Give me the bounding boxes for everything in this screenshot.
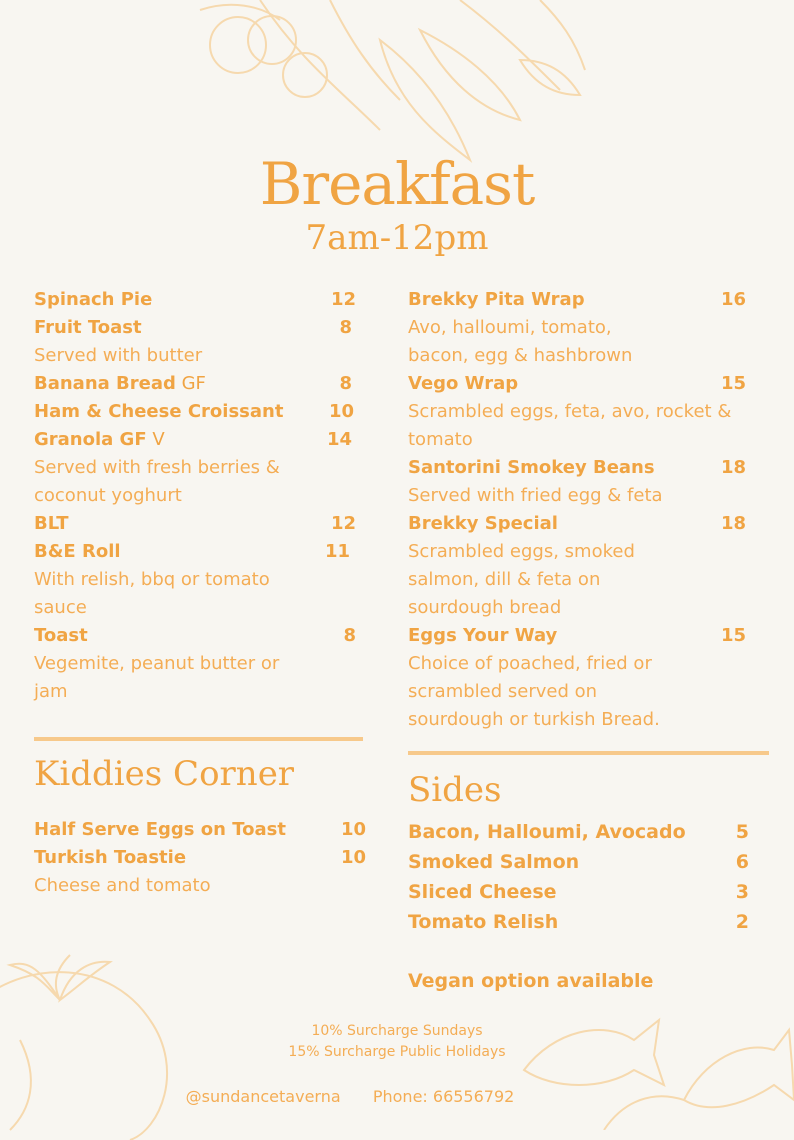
item-description: With relish, bbq or tomato sauce [34,569,270,618]
item-price: 8 [343,625,356,646]
contact-line [0,1087,700,1106]
menu-item [34,370,356,398]
item-price: 11 [324,541,350,562]
item-description: Cheese and tomato [34,875,211,896]
menu-item [408,817,749,847]
menu-item [34,816,366,844]
item-price: 5 [735,821,749,843]
item-description: Avo, halloumi, tomato, bacon, egg & hashbrown [408,317,633,366]
item-description: Served with fresh berries & coconut yoghurt [34,457,280,506]
item-name: Smoked Salmon [408,851,580,873]
menu-item [408,454,746,482]
kiddies-list [34,816,366,900]
item-name: Bacon, Halloumi, Avocado [408,821,686,843]
menu-item [34,538,356,566]
menu-item [34,398,356,426]
phone-number: Phone: 66556792 [372,1087,515,1106]
item-price: 2 [735,911,749,933]
item-name: Santorini Smokey Beans [408,457,655,478]
menu-item [34,844,366,872]
item-description: Served with butter [34,345,203,366]
menu-item [408,877,749,907]
sides-heading: Sides [408,770,502,810]
item-name: Granola GF [34,429,147,450]
menu-item [408,286,746,314]
surcharge-line: 15% Surcharge Public Holidays [288,1044,506,1060]
item-name: Brekky Pita Wrap [408,289,585,310]
item-description: Served with fried egg & feta [408,485,663,506]
menu-item [408,370,746,398]
breakfast-right-column [408,286,746,734]
item-price: 3 [735,881,749,903]
item-name: Spinach Pie [34,289,153,310]
menu-item [34,314,356,342]
item-description: Scrambled eggs, smoked salmon, dill & feta on sourdough bread [408,541,635,618]
item-price: 15 [720,373,746,394]
item-name: Tomato Relish [408,911,559,933]
menu-hours: 7am-12pm [305,218,489,258]
item-price: 15 [720,625,746,646]
menu-item [34,286,356,314]
item-name: Brekky Special [408,513,558,534]
item-name: Turkish Toastie [34,847,187,868]
item-name: Toast [34,625,88,646]
item-name: B&E Roll [34,541,121,562]
item-price: 18 [720,513,746,534]
menu-title: Breakfast [259,150,535,218]
item-price: 14 [326,429,352,450]
menu-item [34,622,356,650]
section-divider [34,737,363,741]
item-name: Fruit Toast [34,317,142,338]
item-description: Scrambled eggs, feta, avo, rocket & tomato [408,401,732,450]
item-price: 10 [340,819,366,840]
breakfast-left-column [34,286,356,706]
menu-item [408,847,749,877]
item-price: 18 [720,457,746,478]
item-tag: V [146,429,165,450]
item-description: Choice of poached, fried or scrambled served on sourdough or turkish Bread. [408,653,660,730]
item-name: Half Serve Eggs on Toast [34,819,286,840]
menu-item [408,510,746,538]
item-price: 8 [339,373,352,394]
item-name: Vego Wrap [408,373,519,394]
section-divider [408,751,769,755]
menu-item [408,622,746,650]
surcharge-notes [0,1021,794,1063]
social-handle: @sundancetaverna [185,1087,341,1106]
item-price: 10 [328,401,354,422]
menu-item [34,510,356,538]
item-name: Banana Bread [34,373,176,394]
vegan-note: Vegan option available [408,970,654,992]
item-price: 12 [330,513,356,534]
item-description: Vegemite, peanut butter or jam [34,653,280,702]
item-price: 6 [735,851,749,873]
sides-list [408,817,749,937]
item-name: Eggs Your Way [408,625,558,646]
kiddies-heading: Kiddies Corner [34,754,295,794]
item-price: 10 [340,847,366,868]
menu-item [34,426,356,454]
item-price: 16 [720,289,746,310]
item-name: Ham & Cheese Croissant [34,401,284,422]
item-tag: GF [175,373,206,394]
item-price: 12 [330,289,356,310]
item-name: BLT [34,513,69,534]
menu-item [408,907,749,937]
item-price: 8 [339,317,352,338]
surcharge-line: 10% Surcharge Sundays [311,1023,483,1039]
item-name: Sliced Cheese [408,881,557,903]
